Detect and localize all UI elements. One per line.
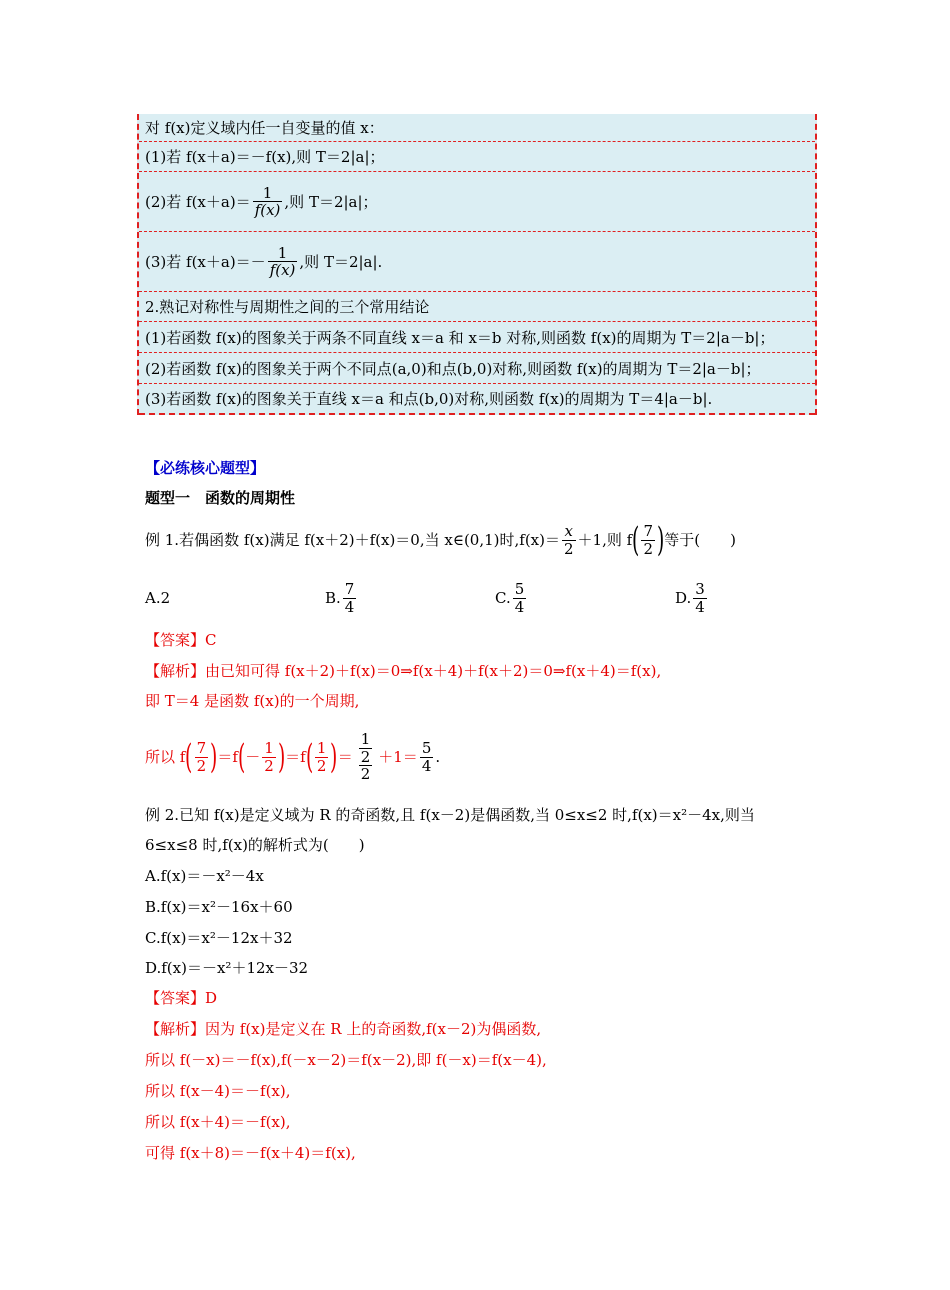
example-1-analysis-2: 即 T＝4 是函数 f(x)的一个周期, [145,692,360,710]
fraction: $\frac{7}{2}$ [643,522,653,558]
example-2-option-c: C.f(x)＝x²－12x＋32 [145,929,293,947]
option-c: C. $\frac{5}{4}$ [495,580,525,616]
example-2-option-d: D.f(x)＝－x²＋12x－32 [145,959,309,977]
example-2-analysis-2: 所以 f(－x)＝－f(x),f(－x－2)＝f(x－2),即 f(－x)＝f(x－4), [145,1051,547,1069]
example-1-question: 例 1.若偶函数 f(x)满足 f(x＋2)＋f(x)＝0,当 x∈(0,1)时,f(x)＝ $\frac{x}{2}$ ＋1,则 f ( $\frac{7}{2}$ ) 等于( ) [145,520,736,560]
example-2-answer: 【答案】D [145,989,218,1007]
example-1-answer: 【答案】C [145,631,217,649]
example-2-option-a: A.f(x)＝－x²－4x [145,867,264,885]
example-2-option-b: B.f(x)＝x²－16x＋60 [145,898,293,916]
box-row-1: (1)若 f(x＋a)＝－f(x),则 T＝2|a|； [139,142,815,172]
example-1-analysis-3: 所以 f ( $\frac{7}{2}$ ) ＝f ( － $\frac{1}{2}$ ) ＝f ( $\frac{1}{2}$ ) ＝ $\frac{\frac{1}{2}}{2}$ ＋1＝ $\frac{5}{4}$ . [145,730,441,784]
example-2-analysis-4: 所以 f(x＋4)＝－f(x), [145,1113,291,1131]
option-d: D. $\frac{3}{4}$ [675,580,705,616]
box-row-6: (2)若函数 f(x)的图象关于两个不同点(a,0)和点(b,0)对称,则函数 f(x)的周期为 T＝2|a－b|； [139,353,815,384]
fraction: $\frac{x}{2}$ [564,522,574,558]
example-2-question-1: 例 2.已知 f(x)是定义域为 R 的奇函数,且 f(x－2)是偶函数,当 0≤x≤2 时,f(x)＝x²－4x,则当 [145,806,755,824]
fraction: $\frac{1}{f(x)}$ [269,243,296,279]
knowledge-box [137,114,817,415]
example-2-analysis-1: 【解析】因为 f(x)是定义在 R 上的奇函数,f(x－2)为偶函数, [145,1020,542,1038]
section-title: 【必练核心题型】 [145,459,266,477]
example-2-analysis-3: 所以 f(x－4)＝－f(x), [145,1082,291,1100]
example-2-question-2: 6≤x≤8 时,f(x)的解析式为( ) [145,836,365,854]
example-1-options [145,575,785,621]
fraction: $\frac{1}{f(x)}$ [254,183,281,219]
box-row-intro: 对 f(x)定义域内任一自变量的值 x： [139,114,815,142]
type-title: 题型一 函数的周期性 [145,489,296,507]
example-1-analysis-1: 【解析】由已知可得 f(x＋2)＋f(x)＝0⇒f(x＋4)＋f(x＋2)＝0⇒f(x＋4)＝f(x), [145,662,662,680]
box-row-3: (3)若 f(x＋a)＝－ $\frac{1}{f(x)}$ ,则 T＝2|a|. [139,232,815,292]
box-row-heading: 2.熟记对称性与周期性之间的三个常用结论 [139,292,815,322]
example-2-analysis-5: 可得 f(x＋8)＝－f(x＋4)＝f(x), [145,1144,356,1162]
option-b: B. $\frac{7}{4}$ [325,580,355,616]
box-row-2: (2)若 f(x＋a)＝ $\frac{1}{f(x)}$ ,则 T＝2|a|； [139,172,815,232]
option-a: A.2 [145,589,171,607]
box-row-5: (1)若函数 f(x)的图象关于两条不同直线 x＝a 和 x＝b 对称,则函数 f(x)的周期为 T＝2|a－b|； [139,322,815,353]
box-row-7: (3)若函数 f(x)的图象关于直线 x＝a 和点(b,0)对称,则函数 f(x)的周期为 T＝4|a－b|. [139,384,815,415]
